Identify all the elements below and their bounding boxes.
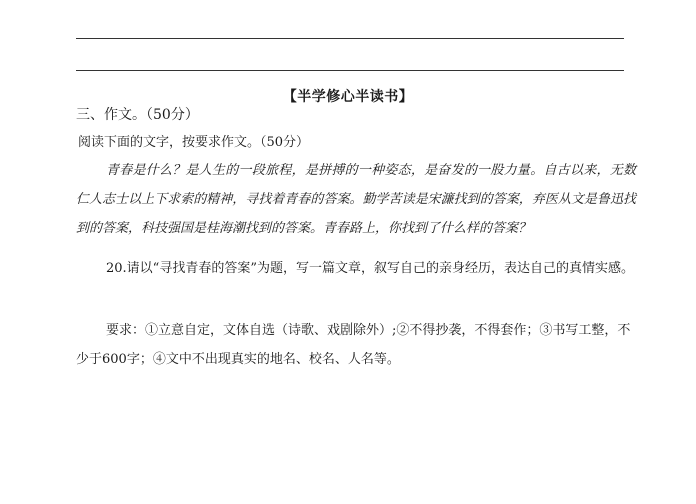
- answer-line-1: [76, 38, 624, 39]
- reading-passage: 青春是什么？是人生的一段旅程，是拼搏的一种姿态，是奋发的一股力量。自古以来，无数仁人志士以上下求索的精神，寻找着青春的答案。勤学苦读是宋濂找到的答案，弃医从文是鲁迅找到的答案，科技强国是桂海潮找到的答案。青春路上，你找到了什么样的答案？: [76, 163, 636, 236]
- motto-banner: 【半学修心半读书】: [282, 89, 414, 105]
- section-title: 三、作文。（50分）: [76, 107, 199, 123]
- essay-prompt: 20.请以“寻找青春的答案”为题，写一篇文章，叙写自己的亲身经历，表达自己的真情实感。: [106, 261, 634, 276]
- answer-line-2: [76, 70, 624, 71]
- instruction-text: 阅读下面的文字，按要求作文。（50分）: [78, 135, 310, 150]
- essay-requirements: 要求：①立意自定，文体自选（诗歌、戏剧除外）;②不得抄袭，不得套作；③书写工整，不少于600字；④文中不出现真实的地名、校名、人名等。: [76, 323, 631, 367]
